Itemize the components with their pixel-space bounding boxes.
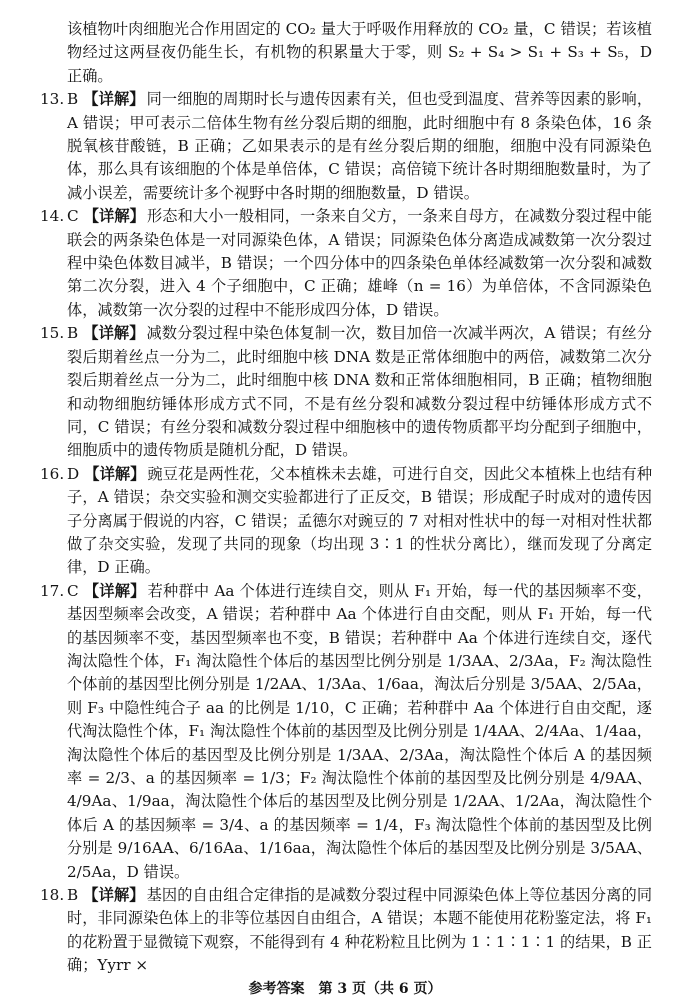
answer-content — [40, 18, 652, 978]
item-body — [67, 580, 652, 884]
explanation-text: 豌豆花是两性花，父本植株未去雄，可进行自交，因此父本植株上也结有种子，A 错误；杂交实验和测交实验都进行了正反交，B 错误；形成配子时成对的遗传因子分离属于假说的内容，C 错误；孟德尔对豌豆的 7 对相对性状中的每一对相对性状都做了杂交实验，发现了共同的现象（均出现 3∶1 的性状分离比），继而发现了分离定律，D 正确。 — [67, 464, 653, 577]
item-number: 13. — [40, 90, 65, 109]
answer-item-14 — [40, 205, 652, 322]
answer-letter: B — [67, 90, 79, 109]
explanation-text: 减数分裂过程中染色体复制一次，数目加倍一次减半两次，A 错误；有丝分裂后期着丝点一分为二，此时细胞中核 DNA 数是正常体细胞中的两倍，减数第二次分裂后期着丝点一分为二，此时细胞中核 DNA 数和正常体细胞相同，B 正确；植物细胞和动物细胞纺锤体形成方式不同，不是有丝分裂和减数分裂过程中纺锤体形成方式不同，C 错误；有丝分裂和减数分裂过程中细胞核中的遗传物质都平均分配到子细胞中，细胞质中的遗传物质是随机分配，D 错误。 — [67, 324, 653, 460]
explanation-tag: 【详解】 — [83, 90, 145, 109]
explanation-tag: 【详解】 — [83, 581, 146, 600]
answer-item-15 — [40, 322, 652, 462]
item-number: 18. — [40, 886, 65, 905]
item-body — [67, 884, 652, 978]
item-number: 17. — [40, 581, 65, 600]
explanation-tag: 【详解】 — [83, 207, 145, 226]
answer-item-17 — [40, 580, 652, 884]
explanation-tag: 【详解】 — [83, 324, 145, 343]
answer-letter: B — [67, 324, 79, 343]
explanation-text: 若种群中 Aa 个体进行连续自交，则从 F₁ 开始，每一代的基因频率不变，基因型频率会改变，A 错误；若种群中 Aa 个体进行自由交配，则从 F₁ 开始，每一代的基因频率不变，基因型频率也不变，B 错误；若种群中 Aa 个体进行连续自交，逐代淘汰隐性个体，F₁ 淘汰隐性个体后的基因型比例分别是 1/3AA、2/3Aa，F₂ 淘汰隐性个体前的基因型比例分别是 1/2AA、1/3Aa、1/6aa，淘汰后分别是 3/5AA、2/5Aa，则 F₃ 中隐性纯合子 aa 的比例是 1/10，C 正确；若种群中 Aa 个体进行自由交配，逐代淘汰隐性个体，F₁ 淘汰隐性个体前的基因型及比例分别是 1/4AA、2/4Aa、1/4aa，淘汰隐性个体后的基因型及比例分别是 1/3AA、2/3Aa，淘汰隐性个体后 A 的基因频率 = 2/3、a 的基因频率 = 1/3；F₂ 淘汰隐性个体前的基因型及比例分别是 4/9AA、4/9Aa、1/9aa，淘汰隐性个体后的基因型及比例分别是 1/2AA、1/2Aa，淘汰隐性个体后 A 的基因频率 = 3/4、a 的基因频率 = 1/4，F₃ 淘汰隐性个体前的基因型及比例分别是 9/16AA、6/16Aa、1/16aa，淘汰隐性个体后的基因型及比例分别是 3/5AA、2/5Aa，D 错误。 — [67, 581, 652, 881]
answer-item-16 — [40, 463, 652, 580]
item-body — [67, 322, 652, 462]
item-body — [67, 205, 652, 322]
explanation-text: 形态和大小一般相同，一条来自父方，一条来自母方，在减数分裂过程中能联会的两条染色体是一对同源染色体，A 错误；同源染色体分离造成减数第一次分裂过程中染色体数目减半，B 错误；一个四分体中的四条染色单体经减数第一次分裂和减数第二次分裂，进入 4 个子细胞中，C 正确；雄峰（n = 16）为单倍体，不含同源染色体，减数第一次分裂的过程中不能形成四分体，D 错误。 — [67, 207, 653, 319]
item-number: 14. — [40, 207, 65, 226]
explanation-text: 同一细胞的周期时长与遗传因素有关，但也受到温度、营养等因素的影响，A 错误；甲可表示二倍体生物有丝分裂后期的细胞，此时细胞中有 8 条染色体，16 条脱氧核苷酸链，B 正确；乙如果表示的是有丝分裂后期的细胞，细胞中没有同源染色体，那么具有该细胞的个体是单倍体，C 错误；高倍镜下统计各时期细胞数量时，为了减小误差，需要统计多个视野中各时期的细胞数量，D 错误。 — [67, 90, 653, 202]
intro-paragraph: 该植物叶肉细胞光合作用固定的 CO₂ 量大于呼吸作用释放的 CO₂ 量，C 错误；若该植物经过这两昼夜仍能生长，有机物的积累量大于零，则 S₂ + S₄ > S₁ + S₃ + S₅，D 正确。 — [67, 20, 652, 85]
explanation-tag: 【详解】 — [84, 464, 146, 483]
answer-letter: C — [67, 207, 79, 226]
item-number: 15. — [40, 324, 65, 343]
answer-letter: D — [67, 464, 80, 483]
page-footer: 参考答案 第 3 页（共 6 页） — [248, 981, 442, 997]
answer-letter: B — [67, 886, 79, 905]
answer-letter: C — [67, 581, 79, 600]
answer-item-13 — [40, 88, 652, 205]
item-body — [67, 463, 652, 580]
explanation-text: 基因的自由组合定律指的是减数分裂过程中同源染色体上等位基因分离的同时，非同源染色体上的非等位基因自由组合，A 错误；本题不能使用花粉鉴定法，将 F₁ 的花粉置于显微镜下观察，不能得到有 4 种花粉粒且比例为 1∶1∶1∶1 的结果，B 正确；Yyrr × — [67, 886, 653, 975]
item-body — [67, 88, 652, 205]
item-number: 16. — [40, 464, 65, 483]
explanation-tag: 【详解】 — [83, 886, 145, 905]
answer-item-18 — [40, 884, 652, 978]
